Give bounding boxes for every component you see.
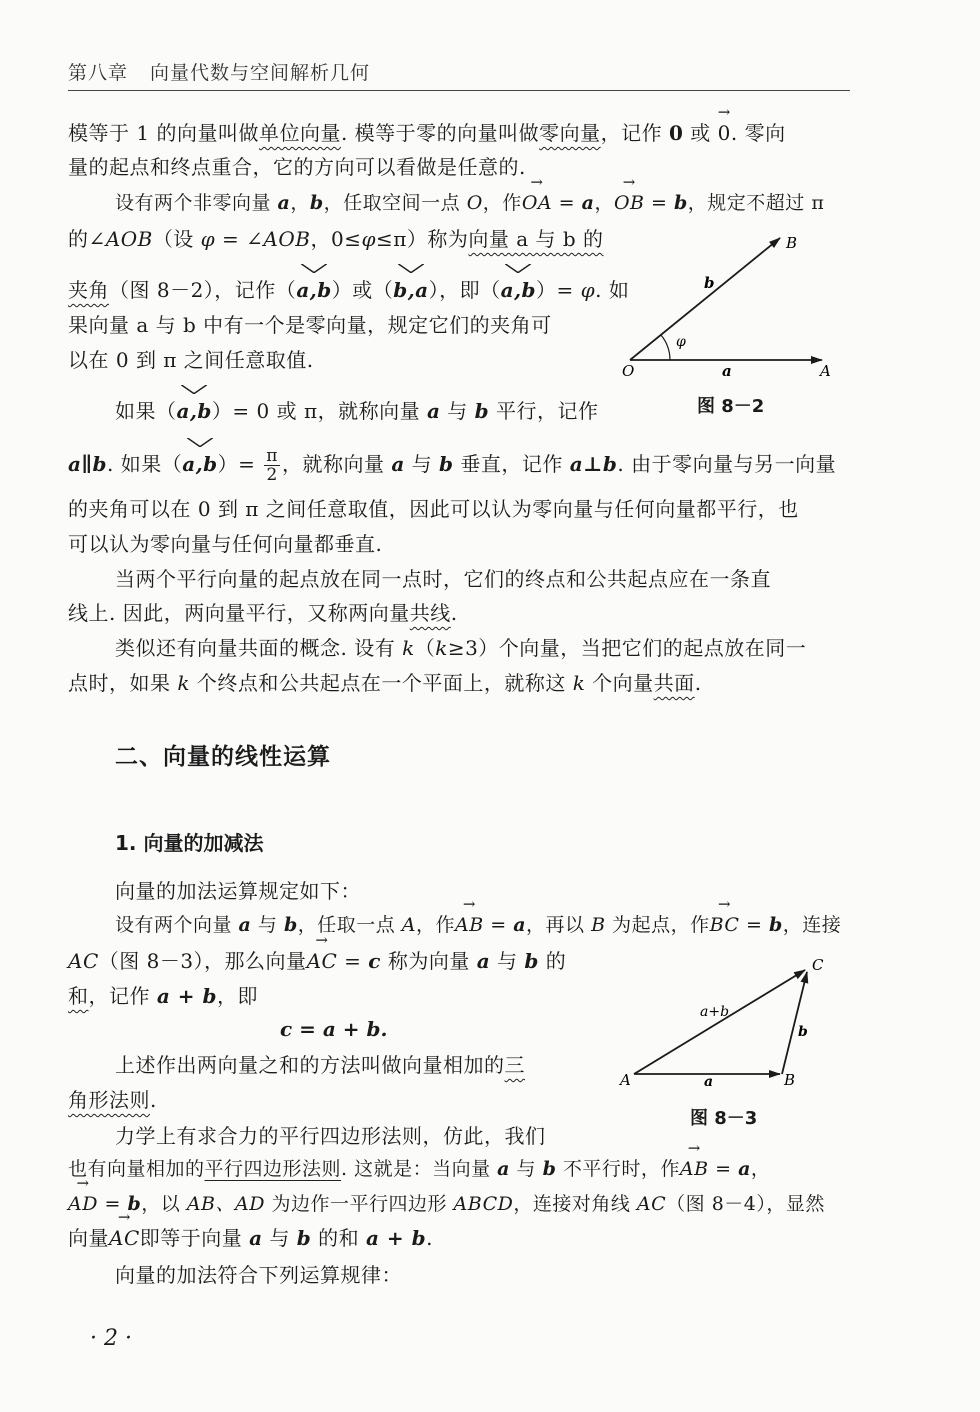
text-line: a∥b. 如果（a,b）= $\frac{\pi}{2}$ ，就称向量 a 与 b 垂直，记作 a⊥b. 由于零向量与另一向量 bbox=[68, 446, 837, 485]
fraction-pi-over-2: $\frac{\pi}{2}$ bbox=[266, 446, 278, 485]
running-header bbox=[68, 58, 370, 85]
text-line: 上述作出两向量之和的方法叫做向量相加的三 bbox=[115, 1053, 525, 1077]
subsection-title: 1. 向量的加减法 bbox=[115, 831, 264, 855]
vector-sum-label: a+b bbox=[700, 1004, 730, 1020]
text-line: 力学上有求合力的平行四边形法则，仿此，我们 bbox=[115, 1124, 546, 1148]
text-line: 也有向量相加的平行四边形法则. 这就是：当向量 a 与 b 不平行时，作→ AB = a， bbox=[68, 1156, 770, 1182]
angle-ab: a,b bbox=[182, 452, 218, 476]
angle-arc bbox=[661, 335, 670, 360]
text-line: 设有两个非零向量 a，b，任取空间一点 O，作→ OA = a，→ OB = b，规定不超过 π bbox=[115, 190, 824, 216]
point-O-label: O bbox=[622, 362, 635, 380]
term-sum: 和 bbox=[68, 984, 89, 1008]
term-zero-vector: 零向量 bbox=[539, 121, 601, 145]
text-line: 果向量 a 与 b 中有一个是零向量，规定它们的夹角可 bbox=[68, 313, 552, 337]
vector-BC: → BC bbox=[710, 912, 740, 938]
text-line: 线上. 因此，两向量平行，又称两向量共线. bbox=[68, 601, 458, 625]
text-line: 模等于 1 的向量叫做单位向量. 模等于零的向量叫做零向量，记作 0 或 → 0. 零向 bbox=[68, 120, 786, 146]
text-line: → AD = b，以 AB、AD 为边作一平行四边形 ABCD，连接对角线 AC（图 8－4），显然 bbox=[68, 1191, 825, 1217]
text-line: 夹角（图 8－2），记作（a,b）或（b,a），即（a,b）= φ. 如 bbox=[68, 278, 630, 302]
vector-b-label: b bbox=[798, 1024, 808, 1040]
header-rule bbox=[68, 90, 850, 91]
point-C-label: C bbox=[812, 956, 824, 974]
term-triangle-rule: 三 bbox=[504, 1053, 525, 1077]
vector-OB: → OB bbox=[614, 190, 645, 216]
term-collinear: 共线 bbox=[409, 601, 451, 625]
text-line: 以在 0 到 π 之间任意取值. bbox=[68, 348, 314, 372]
text-line: 量的起点和终点重合，它的方向可以看做是任意的. bbox=[68, 155, 526, 179]
section-title: 二、向量的线性运算 bbox=[115, 744, 331, 770]
vector-AD: → AD bbox=[68, 1191, 98, 1217]
figure-8-3 bbox=[610, 952, 850, 1092]
text-line: 设有两个向量 a 与 b，任取一点 A，作→ AB = a，再以 B 为起点，作→ BC = b，连接 bbox=[115, 912, 841, 938]
text-line: 的∠AOB（设 φ = ∠AOB，0≤φ≤π）称为向量 a 与 b 的 bbox=[68, 227, 604, 251]
text-line: 向量的加法符合下列运算规律： bbox=[115, 1263, 402, 1287]
zero-vector-symbol: → 0 bbox=[718, 120, 731, 146]
text-line: AC（图 8－3），那么向量→ AC = c 称为向量 a 与 b 的 bbox=[68, 948, 566, 974]
point-A-label: A bbox=[620, 1071, 631, 1089]
vector-a-label: a bbox=[722, 362, 732, 380]
vector-AC: → AC bbox=[307, 948, 338, 974]
text-line: 向量的加法运算规定如下： bbox=[115, 879, 361, 903]
text-line: 和，记作 a + b，即 bbox=[68, 984, 258, 1008]
vector-AB: → AB bbox=[455, 912, 484, 938]
term-coplanar: 共面 bbox=[653, 671, 695, 695]
vector-AB: → AB bbox=[680, 1156, 709, 1182]
text-line: 类似还有向量共面的概念. 设有 k（k≥3）个向量，当把它们的起点放在同一 bbox=[115, 636, 807, 660]
vector-OA: → OA bbox=[522, 190, 552, 216]
text-line: 点时，如果 k 个终点和公共起点在一个平面上，就称这 k 个向量共面. bbox=[68, 671, 702, 695]
text-line: 当两个平行向量的起点放在同一点时，它们的终点和公共起点应在一条直 bbox=[115, 567, 771, 591]
term-parallelogram-rule: 平行四边形法则 bbox=[204, 1158, 342, 1180]
point-B-label: B bbox=[784, 1071, 796, 1089]
text-line: 如果（a,b）= 0 或 π，就称向量 a 与 b 平行，记作 bbox=[115, 399, 599, 423]
term-triangle-rule-2: 角形法则 bbox=[68, 1088, 150, 1112]
figure-8-3-caption: 图 8－3 bbox=[690, 1108, 758, 1129]
page-number: · 2 · bbox=[90, 1326, 132, 1351]
angle-ab: a,b bbox=[176, 399, 212, 423]
term-angle: 向量 a 与 b 的 bbox=[468, 227, 604, 251]
vector-a-label: a bbox=[704, 1074, 714, 1090]
text-line: 可以认为零向量与任何向量都垂直. bbox=[68, 532, 383, 556]
formula-sum: c = a + b. bbox=[280, 1017, 388, 1041]
text-line: 的夹角可以在 0 到 π 之间任意取值，因此可以认为零向量与任何向量都平行，也 bbox=[68, 497, 799, 521]
term-unit-vector: 单位向量 bbox=[258, 121, 341, 145]
vector-b-arrow bbox=[630, 238, 780, 360]
text-line: 向量→ AC即等于向量 a 与 b 的和 a + b. bbox=[68, 1225, 433, 1251]
vector-AC: → AC bbox=[109, 1225, 140, 1251]
figure-8-2-caption: 图 8－2 bbox=[697, 396, 765, 417]
point-A-label: A bbox=[820, 362, 831, 380]
angle-phi-label: φ bbox=[676, 334, 686, 350]
vector-b-label: b bbox=[704, 274, 715, 292]
figure-8-2 bbox=[610, 228, 850, 388]
angle-ab: a,b bbox=[296, 278, 332, 302]
angle-ab: a,b bbox=[500, 278, 537, 302]
vector-sum-arrow bbox=[634, 970, 805, 1074]
term-angle-2: 夹角 bbox=[68, 278, 109, 302]
chapter-label: 第八章 bbox=[68, 62, 129, 84]
text-line: 角形法则. bbox=[68, 1088, 157, 1112]
vector-b-arrow bbox=[782, 972, 807, 1074]
point-B-label: B bbox=[786, 234, 798, 252]
chapter-title: 向量代数与空间解析几何 bbox=[150, 62, 371, 84]
angle-ba: b,a bbox=[393, 278, 429, 302]
